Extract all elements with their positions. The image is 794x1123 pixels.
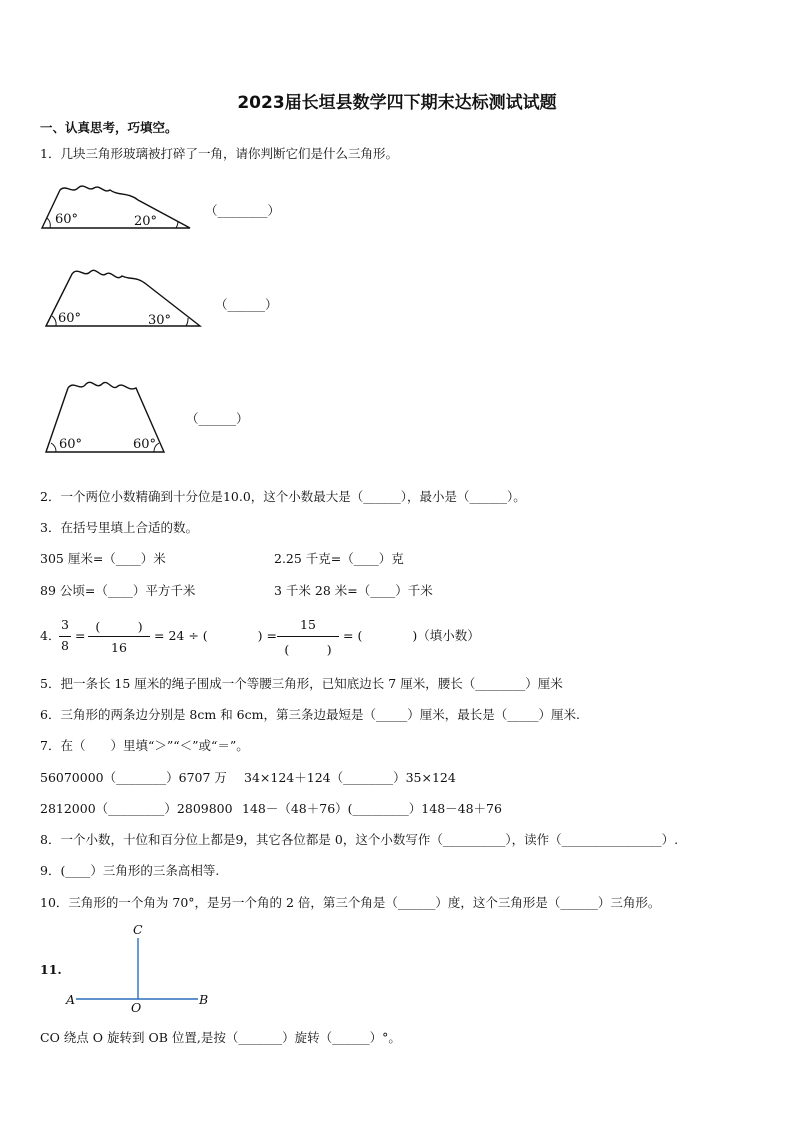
question-7b: 34×124＋124（________）35×124	[244, 770, 456, 785]
question-3c: 89 公顷=（____）平方千米	[40, 583, 196, 598]
fraction-1-numerator: 3	[61, 617, 69, 632]
page-title: 2023届长垣县数学四下期末达标测试试题	[237, 93, 557, 113]
question-10: 10．三角形的一个角为 70°，是另一个角的 2 倍，第三个角是（______）度，这个三角形是（______）三角形。	[40, 895, 661, 910]
question-7d: 148－（48＋76）(_________）148－48＋76	[242, 801, 502, 816]
tri1-left-angle: 60°	[55, 212, 79, 227]
question-5: 5．把一条长 15 厘米的绳子围成一个等腰三角形，已知底边长 7 厘米，腰长（________）厘米	[40, 676, 563, 691]
rotation-diagram	[76, 936, 202, 1006]
question-3a: 305 厘米=（____）米	[40, 551, 166, 566]
point-a-label: A	[66, 992, 76, 1007]
fraction-2-numerator-blank[interactable]: ( )	[95, 619, 143, 634]
question-7-text: 7．在（ ）里填“＞”“＜”或“＝”。	[40, 738, 249, 753]
question-4-middle[interactable]: = 24 ÷ ( ) =	[154, 628, 277, 643]
fraction-1-denominator: 8	[61, 638, 69, 653]
tri2-answer-blank[interactable]: （______）	[215, 297, 278, 312]
question-4-tail[interactable]: = ( )（填小数）	[343, 628, 480, 643]
tri2-right-angle: 30°	[148, 313, 172, 328]
tri2-left-angle: 60°	[58, 311, 82, 326]
equals-sign-1: =	[75, 628, 86, 643]
question-4-number: 4．	[40, 628, 61, 643]
fraction-3-numerator: 15	[300, 617, 316, 632]
tri3-right-angle: 60°	[133, 437, 157, 452]
fraction-2-bar	[88, 636, 150, 637]
point-c-label: C	[133, 922, 143, 937]
question-9: 9．(____）三角形的三条高相等.	[40, 863, 220, 878]
fraction-2-denominator: 16	[111, 640, 127, 655]
fraction-3-denominator-blank[interactable]: ( )	[284, 642, 332, 657]
fraction-1-bar	[59, 636, 71, 637]
tri3-left-angle: 60°	[59, 437, 83, 452]
fraction-3-bar	[277, 636, 339, 637]
question-1-text: 1．几块三角形玻璃被打碎了一角，请你判断它们是什么三角形。	[40, 146, 398, 161]
tri3-answer-blank[interactable]: （______）	[186, 411, 249, 426]
point-b-label: B	[199, 992, 209, 1007]
tri1-answer-blank[interactable]: （________）	[205, 203, 281, 218]
question-6: 6．三角形的两条边分别是 8cm 和 6cm，第三条边最短是（_____）厘米，最长是（_____）厘米.	[40, 707, 580, 722]
question-7a: 56070000（________）6707 万	[40, 770, 227, 785]
point-o-label: O	[131, 1000, 142, 1015]
section-heading: 一、认真思考，巧填空。	[40, 120, 178, 135]
question-3b: 2.25 千克=（____）克	[274, 551, 404, 566]
question-11-text: CO 绕点 O 旋转到 OB 位置,是按（_______）旋转（______）°。	[40, 1030, 401, 1045]
question-3-text: 3．在括号里填上合适的数。	[40, 520, 198, 535]
question-8: 8．一个小数，十位和百分位上都是9，其它各位都是 0，这个小数写作（__________），读作（________________）.	[40, 832, 679, 847]
tri1-right-angle: 20°	[134, 214, 158, 229]
question-2: 2．一个两位小数精确到十分位是10.0，这个小数最大是（______），最小是（______）。	[40, 489, 526, 504]
question-11-number: 11.	[40, 962, 62, 977]
question-3d: 3 千米 28 米=（____）千米	[274, 583, 433, 598]
question-7c: 2812000（_________）2809800	[40, 801, 233, 816]
